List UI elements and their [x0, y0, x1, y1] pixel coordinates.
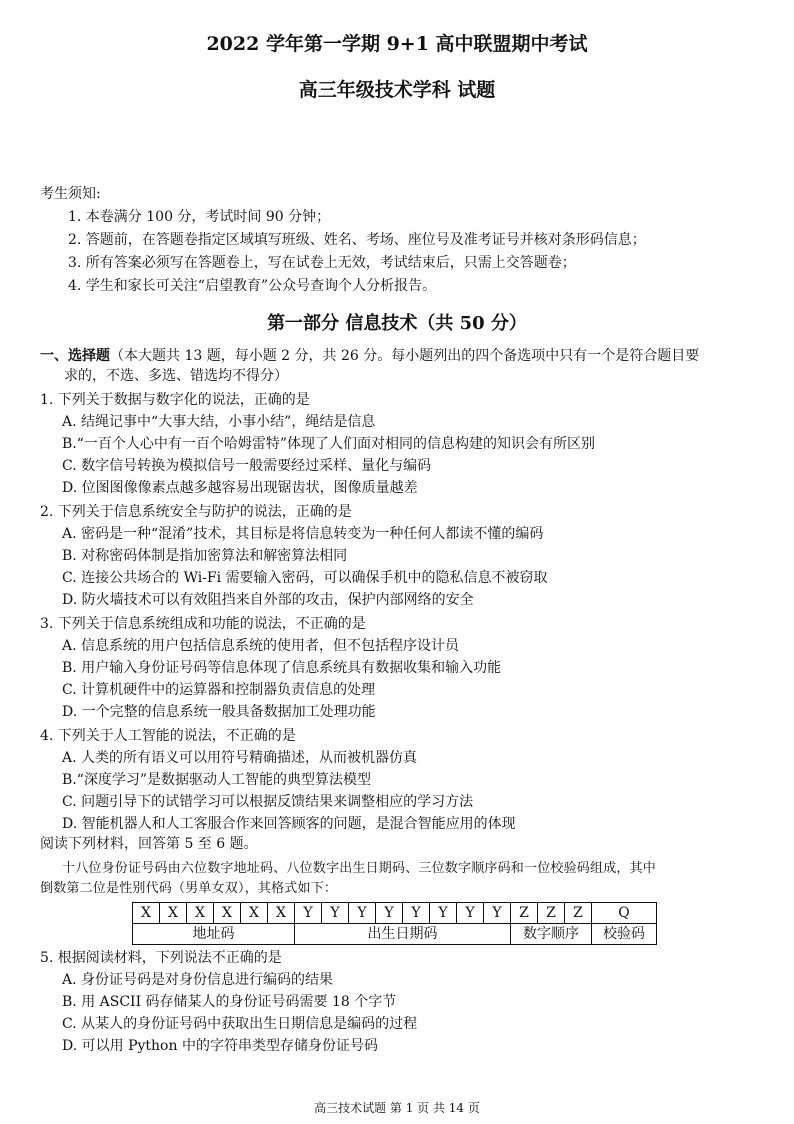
question-1: [40, 390, 780, 498]
section-label: 一、选择题: [40, 348, 110, 364]
exam-title: 2022 学年第一学期 9+1 高中联盟期中考试: [206, 33, 588, 55]
check-code-label: 校验码: [592, 924, 657, 945]
section-heading: [40, 346, 780, 366]
id-cell: X: [133, 903, 160, 924]
option-b: B. 对称密码体制是指加密算法和解密算法相同: [62, 548, 348, 564]
question-stem: 1. 下列关于数据与数字化的说法，正确的是: [40, 392, 310, 408]
material-paragraph-cont: 倒数第二位是性别代码（男单女双），其格式如下：: [40, 881, 338, 896]
question-stem: 4. 下列关于人工智能的说法，不正确的是: [40, 728, 296, 744]
notice-item: 4. 学生和家长可关注“启望教育”公众号查询个人分析报告。: [68, 278, 437, 294]
option-d: D. 防火墙技术可以有效阻挡来自外部的攻击，保护内部网络的安全: [62, 592, 474, 608]
option-d: D. 可以用 Python 中的字符串类型存储身份证号码: [62, 1038, 378, 1054]
option-b: B.“深度学习”是数据驱动人工智能的典型算法模型: [62, 772, 372, 788]
option-c: C. 计算机硬件中的运算器和控制器负责信息的处理: [62, 682, 376, 698]
question-stem: 3. 下列关于信息系统组成和功能的说法，不正确的是: [40, 616, 366, 632]
id-format-code-row: [133, 903, 657, 924]
id-cell: Y: [349, 903, 376, 924]
id-cell: Y: [295, 903, 322, 924]
id-cell: Q: [592, 903, 657, 924]
id-cell: Y: [376, 903, 403, 924]
question-stem: 5. 根据阅读材料，下列说法不正确的是: [40, 950, 282, 966]
exam-subtitle: 高三年级技术学科 试题: [298, 79, 496, 101]
page-footer: 高三技术试题 第 1 页 共 14 页: [314, 1101, 480, 1115]
questions-area: [40, 346, 780, 1056]
material-intro: 阅读下列材料，回答第 5 至 6 题。: [40, 836, 258, 852]
notice-heading: 考生须知:: [40, 186, 101, 202]
question-3: [40, 614, 780, 722]
question-stem: 2. 下列关于信息系统安全与防护的说法，正确的是: [40, 504, 352, 520]
option-d: D. 一个完整的信息系统一般具备数据加工处理功能: [62, 704, 376, 720]
id-cell: Y: [322, 903, 349, 924]
id-cell: Y: [457, 903, 484, 924]
id-cell: X: [187, 903, 214, 924]
id-cell: Z: [538, 903, 565, 924]
id-format-label-row: [133, 924, 657, 945]
id-cell: X: [241, 903, 268, 924]
birthdate-code-label: 出生日期码: [295, 924, 511, 945]
id-cell: Z: [565, 903, 592, 924]
candidate-notice: [40, 184, 780, 299]
option-c: C. 连接公共场合的 Wi-Fi 需要输入密码，可以确保手机中的隐私信息不被窃取: [62, 570, 548, 586]
id-cell: Y: [403, 903, 430, 924]
section-description: （本大题共 13 题，每小题 2 分，共 26 分。每小题列出的四个备选项中只有一个是符合题目要: [110, 348, 700, 364]
option-b: B. 用 ASCII 码存储某人的身份证号码需要 18 个字节: [62, 994, 397, 1010]
part-title: 第一部分 信息技术（共 50 分）: [267, 313, 527, 334]
question-2: [40, 502, 780, 610]
id-cell: Z: [511, 903, 538, 924]
notice-item: 2. 答题前，在答题卷指定区域填写班级、姓名、考场、座位号及准考证号并核对条形码信息；: [68, 232, 646, 248]
notice-item: 3. 所有答案必须写在答题卷上，写在试卷上无效，考试结束后，只需上交答题卷；: [68, 255, 576, 271]
option-d: D. 位图图像像素点越多越容易出现锯齿状，图像质量越差: [62, 480, 418, 496]
option-a: A. 密码是一种“混淆”技术，其目标是将信息转变为一种任何人都读不懂的编码: [62, 526, 544, 542]
question-5: [40, 948, 780, 1056]
sequence-code-label: 数字顺序: [511, 924, 592, 945]
option-d: D. 智能机器人和人工客服合作来回答顾客的问题，是混合智能应用的体现: [62, 816, 516, 832]
section-description-cont: 求的，不选、多选、错选均不得分）: [64, 368, 288, 384]
id-format-table: [132, 902, 657, 945]
option-a: A. 人类的所有语义可以用符号精确描述，从而被机器仿真: [62, 750, 418, 766]
option-a: A. 信息系统的用户包括信息系统的使用者，但不包括程序设计员: [62, 638, 460, 654]
option-a: A. 结绳记事中“大事大结，小事小结”，绳结是信息: [62, 414, 376, 430]
id-cell: X: [214, 903, 241, 924]
question-4: [40, 726, 780, 834]
option-a: A. 身份证号码是对身份信息进行编码的结果: [62, 972, 334, 988]
id-cell: X: [268, 903, 295, 924]
option-c: C. 从某人的身份证号码中获取出生日期信息是编码的过程: [62, 1016, 418, 1032]
option-b: B. 用户输入身份证号码等信息体现了信息系统具有数据收集和输入功能: [62, 660, 502, 676]
material-paragraph: 十八位身份证号码由六位数字地址码、八位数字出生日期码、三位数字顺序码和一位校验码组成，其中: [62, 861, 657, 876]
option-b: B.“一百个人心中有一百个哈姆雷特”体现了人们面对相同的信息构建的知识会有所区别: [62, 436, 596, 452]
id-cell: Y: [484, 903, 511, 924]
id-cell: Y: [430, 903, 457, 924]
notice-item: 1. 本卷满分 100 分，考试时间 90 分钟；: [68, 209, 331, 225]
address-code-label: 地址码: [133, 924, 295, 945]
id-cell: X: [160, 903, 187, 924]
option-c: C. 问题引导下的试错学习可以根据反馈结果来调整相应的学习方法: [62, 794, 474, 810]
option-c: C. 数字信号转换为模拟信号一般需要经过采样、量化与编码: [62, 458, 432, 474]
